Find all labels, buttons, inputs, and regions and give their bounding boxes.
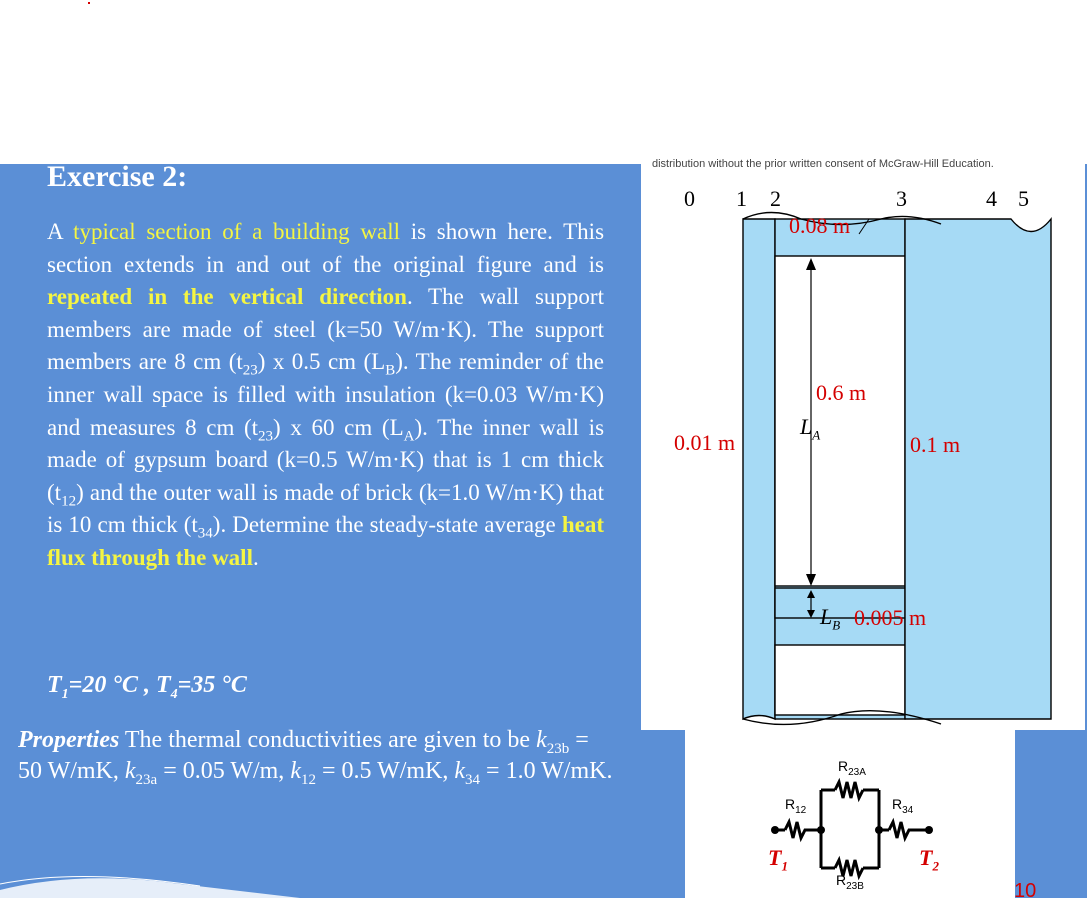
scale-3: 3 bbox=[896, 186, 907, 211]
text-run: is shown here. This section extends in and out of the original figure and is bbox=[47, 219, 605, 277]
subscript: 12 bbox=[61, 493, 77, 510]
text-run: . bbox=[252, 544, 259, 570]
subscript: 34 bbox=[465, 771, 481, 788]
text-run: ). The inner wall is made of gypsum board (k=0.5 W/m·K) that is 1 cm thick (t bbox=[47, 414, 605, 505]
label-t1: $T_1$ bbox=[768, 845, 788, 874]
problem-statement bbox=[47, 216, 604, 575]
boundary-temperatures bbox=[47, 672, 247, 702]
scale-1: 1 bbox=[736, 186, 747, 211]
brick-layer bbox=[905, 219, 1051, 719]
text-run: ) x 60 cm (L bbox=[273, 414, 404, 440]
scale-4: 4 bbox=[986, 186, 997, 211]
dim-width-top: 0.08 m bbox=[789, 213, 851, 238]
copyright-credit: distribution without the prior written consent of McGraw-Hill Education. bbox=[652, 158, 994, 170]
slide-title: Exercise 2: bbox=[47, 160, 188, 193]
subscript: 4 bbox=[170, 686, 178, 702]
label-r34: $R_{34}$ bbox=[892, 796, 914, 816]
text-run: = 1.0 W/mK. bbox=[480, 758, 613, 784]
temp-value: =35 °C bbox=[177, 672, 247, 698]
symbol: k bbox=[454, 758, 466, 784]
dim-lb: 0.005 m bbox=[854, 605, 927, 630]
symbol: k bbox=[124, 758, 136, 784]
subscript: 34 bbox=[197, 525, 213, 542]
subscript: 23a bbox=[135, 771, 158, 788]
temp-symbol: T bbox=[47, 672, 62, 698]
gypsum-layer bbox=[743, 219, 775, 719]
highlight-repeated: repeated in the vertical direction bbox=[47, 284, 407, 310]
dim-gypsum-thickness: 0.01 m bbox=[674, 430, 736, 455]
properties-statement bbox=[18, 725, 618, 787]
symbol: k bbox=[536, 727, 547, 753]
subscript: 23b bbox=[546, 740, 570, 757]
text-run: = 0.05 W/m, bbox=[157, 758, 291, 784]
text-run: ) and the outer wall is made of brick (k=1.0 W/m·K) that is 10 cm thick (t bbox=[47, 479, 604, 538]
subscript: B bbox=[385, 362, 396, 379]
text-run: = 0.5 W/mK, bbox=[315, 758, 455, 784]
corner-decoration bbox=[0, 860, 300, 898]
label-t2: $T_2$ bbox=[919, 845, 939, 874]
text-run: = 50 W/mK, bbox=[18, 727, 589, 784]
text-run: ). Determine the steady-state average bbox=[212, 512, 562, 538]
label-lb: $L_B$ bbox=[820, 604, 841, 633]
label-r23a: $R_{23A}$ bbox=[838, 758, 866, 778]
highlight-heat-flux: heat flux through the wall bbox=[47, 512, 604, 570]
subscript: 23 bbox=[242, 362, 258, 379]
label-r12: $R_{12}$ bbox=[785, 796, 807, 816]
insulation-cavity-lower bbox=[775, 645, 905, 715]
temp-value: =20 °C , T bbox=[68, 672, 171, 698]
subscript: A bbox=[403, 428, 415, 445]
label-la: $L_A$ bbox=[800, 414, 821, 443]
subscript: 12 bbox=[300, 771, 316, 788]
label-r23b: $R_{23B}$ bbox=[836, 872, 864, 892]
symbol: k bbox=[290, 758, 301, 784]
text-run: . The wall support members are made of steel (k=50 W/m·K). The support members are 8 cm (t bbox=[47, 284, 604, 375]
dim-brick-thickness: 0.1 m bbox=[910, 432, 961, 457]
scale-0: 0 bbox=[684, 186, 695, 211]
highlight-typical-section: typical section of a building wall bbox=[73, 219, 400, 244]
scale-5: 5 bbox=[1018, 186, 1029, 211]
text-run: ). The reminder of the inner wall space is filled with insulation (k=0.03 W/m·K) and measures 8 cm (t bbox=[47, 349, 604, 440]
text-run: The thermal conductivities are given to be bbox=[119, 727, 537, 753]
subscript: 23 bbox=[258, 428, 274, 445]
text-run: A bbox=[47, 219, 74, 244]
page-number: 10 bbox=[1014, 880, 1037, 902]
red-dot-mark bbox=[88, 2, 90, 4]
text-run: ) x 0.5 cm (L bbox=[257, 349, 386, 375]
dim-height-la: 0.6 m bbox=[816, 380, 867, 405]
subscript: 1 bbox=[61, 686, 69, 702]
scale-2: 2 bbox=[770, 186, 781, 211]
insulation-cavity bbox=[775, 256, 905, 586]
properties-heading: Properties bbox=[18, 727, 120, 753]
